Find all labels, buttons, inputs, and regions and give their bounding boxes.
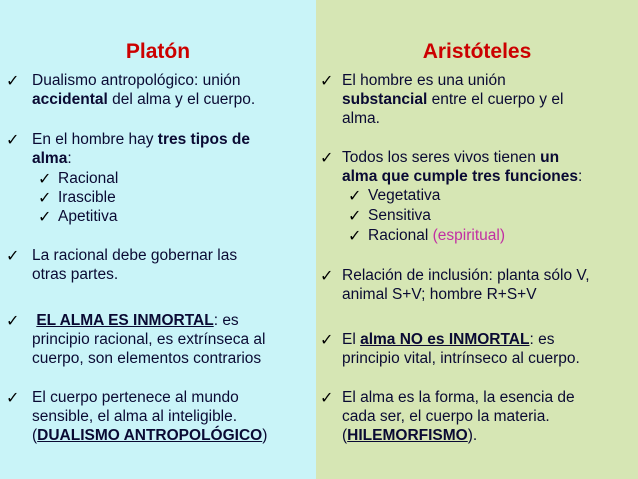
checkmark-icon: ✓ <box>348 228 362 245</box>
checkmark-icon: ✓ <box>6 248 20 265</box>
checkmark-icon: ✓ <box>348 188 362 205</box>
platon-bullet-5: El cuerpo pertenece al mundo sensible, el alma al inteligible. (DUALISMO ANTROPOLÓGICO) <box>32 389 268 444</box>
aristoteles-title: Aristóteles <box>422 40 532 63</box>
platon-bullet-4: EL ALMA ES INMORTAL: es principio racional, es extrínseca al cuerpo, son elementos contrarios <box>32 312 266 367</box>
aristoteles-bullet-3: Relación de inclusión: planta sólo V, animal S+V; hombre R+S+V <box>342 267 590 303</box>
aristoteles-bullet-1: El hombre es una unión substancial entre el cuerpo y el alma. <box>342 72 564 127</box>
checkmark-icon: ✓ <box>320 268 334 285</box>
platon-sub-1: Racional <box>58 170 119 187</box>
platon-bullet-3: La racional debe gobernar las otras partes. <box>32 247 238 283</box>
checkmark-icon: ✓ <box>6 73 20 90</box>
checkmark-icon: ✓ <box>6 390 20 407</box>
checkmark-icon: ✓ <box>320 73 334 90</box>
aristoteles-bullet-4: El alma NO es INMORTAL: es principio vital, intrínseco al cuerpo. <box>342 331 580 367</box>
checkmark-icon: ✓ <box>320 390 334 407</box>
checkmark-icon: ✓ <box>6 313 20 330</box>
checkmark-icon: ✓ <box>38 190 52 207</box>
platon-bullet-1: Dualismo antropológico: unión accidental del alma y el cuerpo. <box>32 72 256 108</box>
aristoteles-sub-3: Racional (espiritual) <box>368 227 505 244</box>
platon-column <box>0 0 316 479</box>
checkmark-icon: ✓ <box>348 208 362 225</box>
platon-title: Platón <box>125 40 191 63</box>
checkmark-icon: ✓ <box>320 332 334 349</box>
aristoteles-sub-2: Sensitiva <box>368 207 431 224</box>
checkmark-icon: ✓ <box>38 171 52 188</box>
espiritual-note: (espiritual) <box>432 227 505 244</box>
checkmark-icon: ✓ <box>6 132 20 149</box>
platon-sub-3: Apetitiva <box>58 208 118 225</box>
aristoteles-bullet-5: El alma es la forma, la esencia de cada ser, el cuerpo la materia. (HILEMORFISMO). <box>342 389 575 444</box>
aristoteles-column <box>316 0 638 479</box>
aristoteles-sub-1: Vegetativa <box>368 187 441 204</box>
checkmark-icon: ✓ <box>320 150 334 167</box>
checkmark-icon: ✓ <box>38 209 52 226</box>
platon-bullet-2: En el hombre hay tres tipos de alma: <box>32 131 250 167</box>
platon-sub-2: Irascible <box>58 189 116 206</box>
aristoteles-bullet-2: Todos los seres vivos tienen un alma que cumple tres funciones: <box>342 149 583 185</box>
